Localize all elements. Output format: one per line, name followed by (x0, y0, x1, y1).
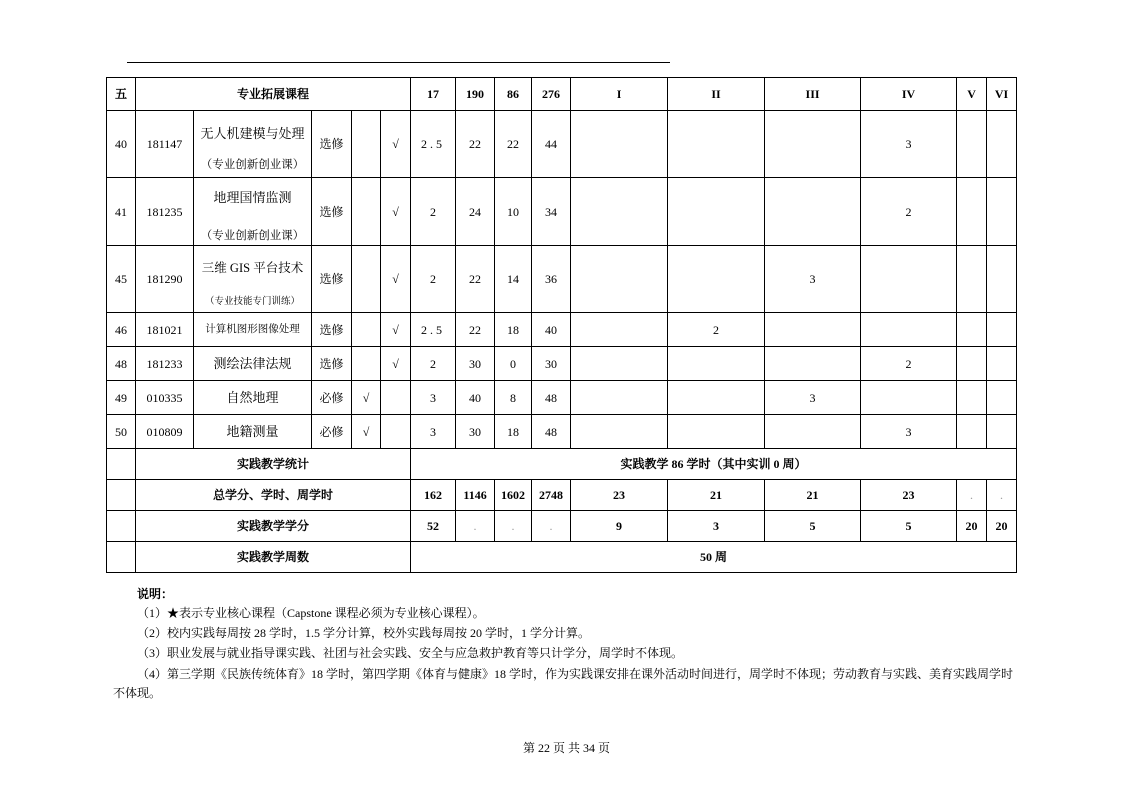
semester-5-weekly-hours (957, 178, 987, 246)
semester-4-weekly-hours (861, 381, 957, 415)
practice-credits-semester-2: 3 (668, 511, 765, 542)
section-total-hours: 276 (532, 78, 571, 111)
page-number: 第 22 页 共 34 页 (523, 741, 611, 755)
notes-title: 说明： (137, 587, 174, 601)
practice-credits-semester-5: 20 (957, 511, 987, 542)
exam-mark (352, 347, 381, 381)
semester-2-weekly-hours: 2 (668, 313, 765, 347)
course-type: 选修 (312, 313, 352, 347)
practice-credits-semester-6: 20 (987, 511, 1017, 542)
course-name: 测绘法律法规 (213, 355, 292, 371)
course-code: 181290 (136, 246, 194, 313)
course-name-cell (194, 415, 312, 449)
course-name: 地籍测量 (226, 423, 279, 439)
note-4: （4）第三学期《民族传统体育》18 学时，第四学期《体育与健康》18 学时，作为实践课安排在课外活动时间进行，周学时不体现；劳动教育与实践、美育实践周学时 (137, 667, 1014, 681)
totals-theory-hours: 1146 (456, 480, 495, 511)
totals-total-hours: 2748 (532, 480, 571, 511)
course-total-hours: 40 (532, 313, 571, 347)
semester-5-weekly-hours (957, 246, 987, 313)
course-theory-hours: 24 (456, 178, 495, 246)
course-number: 46 (107, 313, 136, 347)
course-practice-hours: 8 (495, 381, 532, 415)
course-credits: 2 (411, 246, 456, 313)
totals-practice-hours: 1602 (495, 480, 532, 511)
totals-semester-2: 21 (668, 480, 765, 511)
course-credits: 3 (411, 381, 456, 415)
practice-weeks-value: 50 周 (411, 542, 1017, 573)
check-mark (381, 381, 411, 415)
semester-2-weekly-hours (668, 178, 765, 246)
note-4-continued: 不体现。 (113, 686, 162, 700)
totals-semester-6: . (987, 480, 1017, 511)
course-category: （专业技能专门训练） (204, 296, 300, 307)
course-name: 地理国情监测 (213, 190, 292, 205)
course-name-cell (194, 381, 312, 415)
semester-2-weekly-hours (668, 381, 765, 415)
course-code: 181021 (136, 313, 194, 347)
note-2: （2）校内实践每周按 28 学时，1.5 学分计算，校外实践每周按 20 学时，1 学分计算。 (137, 626, 591, 640)
practice-stats-label: 实践教学统计 (136, 449, 411, 480)
semester-2-weekly-hours (668, 415, 765, 449)
semester-6-weekly-hours (987, 246, 1017, 313)
practice-credits-row (107, 511, 1017, 542)
course-number: 40 (107, 111, 136, 178)
note-1: （1）★表示专业核心课程（Capstone 课程必须为专业核心课程）。 (137, 606, 485, 620)
course-practice-hours: 0 (495, 347, 532, 381)
course-code: 181235 (136, 178, 194, 246)
semester-2-weekly-hours (668, 111, 765, 178)
check-mark: √ (381, 111, 411, 178)
course-practice-hours: 14 (495, 246, 532, 313)
empty-cell (107, 542, 136, 573)
course-total-hours: 48 (532, 415, 571, 449)
semester-3-weekly-hours: 3 (765, 381, 861, 415)
course-name: 三维 GIS 平台技术 (201, 260, 304, 275)
section-theory-hours: 190 (456, 78, 495, 111)
semester-3-weekly-hours (765, 415, 861, 449)
section-header-row (107, 78, 1017, 111)
semester-header-2: II (668, 78, 765, 111)
practice-credits-label: 实践教学学分 (136, 511, 411, 542)
check-mark: √ (381, 347, 411, 381)
semester-5-weekly-hours (957, 415, 987, 449)
semester-1-weekly-hours (571, 246, 668, 313)
course-type: 选修 (312, 178, 352, 246)
semester-4-weekly-hours: 3 (861, 415, 957, 449)
course-number: 45 (107, 246, 136, 313)
course-category: （专业创新创业课） (200, 158, 305, 171)
semester-5-weekly-hours (957, 381, 987, 415)
course-theory-hours: 22 (456, 111, 495, 178)
totals-semester-5: . (957, 480, 987, 511)
practice-credits-practice-hours: . (495, 511, 532, 542)
semester-5-weekly-hours (957, 347, 987, 381)
totals-label: 总学分、学时、周学时 (136, 480, 411, 511)
semester-6-weekly-hours (987, 313, 1017, 347)
course-number: 41 (107, 178, 136, 246)
exam-mark (352, 111, 381, 178)
semester-3-weekly-hours (765, 178, 861, 246)
course-type: 选修 (312, 347, 352, 381)
check-mark (381, 415, 411, 449)
semester-3-weekly-hours (765, 313, 861, 347)
course-row (107, 246, 1017, 313)
semester-header-5: V (957, 78, 987, 111)
course-credits: 3 (411, 415, 456, 449)
note-3: （3）职业发展与就业指导课实践、社团与社会实践、安全与应急救护教育等只计学分，周学时不体现。 (137, 646, 684, 660)
course-theory-hours: 22 (456, 246, 495, 313)
section-title: 专业拓展课程 (136, 78, 411, 111)
course-practice-hours: 22 (495, 111, 532, 178)
course-name: 自然地理 (226, 389, 279, 405)
course-theory-hours: 30 (456, 415, 495, 449)
semester-5-weekly-hours (957, 313, 987, 347)
course-practice-hours: 18 (495, 313, 532, 347)
course-theory-hours: 30 (456, 347, 495, 381)
semester-2-weekly-hours (668, 347, 765, 381)
course-row (107, 381, 1017, 415)
semester-1-weekly-hours (571, 381, 668, 415)
course-practice-hours: 18 (495, 415, 532, 449)
semester-1-weekly-hours (571, 415, 668, 449)
semester-1-weekly-hours (571, 347, 668, 381)
semester-3-weekly-hours: 3 (765, 246, 861, 313)
practice-stats-row (107, 449, 1017, 480)
practice-credits-total-hours: . (532, 511, 571, 542)
course-type: 必修 (312, 415, 352, 449)
practice-weeks-label: 实践教学周数 (136, 542, 411, 573)
semester-2-weekly-hours (668, 246, 765, 313)
course-total-hours: 48 (532, 381, 571, 415)
practice-credits-total: 52 (411, 511, 456, 542)
course-total-hours: 34 (532, 178, 571, 246)
section-practice-hours: 86 (495, 78, 532, 111)
curriculum-table (106, 77, 1017, 573)
semester-6-weekly-hours (987, 178, 1017, 246)
practice-credits-semester-3: 5 (765, 511, 861, 542)
semester-6-weekly-hours (987, 415, 1017, 449)
semester-4-weekly-hours (861, 313, 957, 347)
semester-header-4: IV (861, 78, 957, 111)
course-number: 49 (107, 381, 136, 415)
course-type: 必修 (312, 381, 352, 415)
exam-mark: √ (352, 415, 381, 449)
course-code: 010335 (136, 381, 194, 415)
semester-3-weekly-hours (765, 111, 861, 178)
course-name-cell (194, 111, 312, 178)
section-credits: 17 (411, 78, 456, 111)
course-theory-hours: 40 (456, 381, 495, 415)
practice-stats-value: 实践教学 86 学时（其中实训 0 周） (411, 449, 1017, 480)
practice-weeks-row (107, 542, 1017, 573)
semester-6-weekly-hours (987, 111, 1017, 178)
semester-4-weekly-hours: 2 (861, 178, 957, 246)
totals-semester-3: 21 (765, 480, 861, 511)
section-number: 五 (107, 78, 136, 111)
course-name: 计算机图形图像处理 (205, 323, 300, 335)
course-credits: 2.5 (411, 313, 456, 347)
semester-header-1: I (571, 78, 668, 111)
course-code: 010809 (136, 415, 194, 449)
semester-1-weekly-hours (571, 313, 668, 347)
check-mark: √ (381, 313, 411, 347)
course-name: 无人机建模与处理 (200, 125, 305, 141)
course-row (107, 178, 1017, 246)
course-type: 选修 (312, 111, 352, 178)
course-credits: 2 (411, 178, 456, 246)
check-mark: √ (381, 178, 411, 246)
totals-row (107, 480, 1017, 511)
semester-6-weekly-hours (987, 381, 1017, 415)
semester-1-weekly-hours (571, 111, 668, 178)
course-type: 选修 (312, 246, 352, 313)
semester-4-weekly-hours: 3 (861, 111, 957, 178)
check-mark: √ (381, 246, 411, 313)
header-rule (127, 62, 670, 63)
empty-cell (107, 449, 136, 480)
semester-header-6: VI (987, 78, 1017, 111)
totals-semester-4: 23 (861, 480, 957, 511)
exam-mark: √ (352, 381, 381, 415)
semester-header-3: III (765, 78, 861, 111)
semester-4-weekly-hours (861, 246, 957, 313)
practice-credits-theory-hours: . (456, 511, 495, 542)
course-practice-hours: 10 (495, 178, 532, 246)
course-number: 50 (107, 415, 136, 449)
course-row (107, 111, 1017, 178)
course-total-hours: 36 (532, 246, 571, 313)
totals-semester-1: 23 (571, 480, 668, 511)
semester-1-weekly-hours (571, 178, 668, 246)
totals-credits: 162 (411, 480, 456, 511)
semester-4-weekly-hours: 2 (861, 347, 957, 381)
semester-5-weekly-hours (957, 111, 987, 178)
exam-mark (352, 246, 381, 313)
course-theory-hours: 22 (456, 313, 495, 347)
practice-credits-semester-1: 9 (571, 511, 668, 542)
course-row (107, 415, 1017, 449)
course-row (107, 313, 1017, 347)
course-number: 48 (107, 347, 136, 381)
empty-cell (107, 480, 136, 511)
practice-credits-semester-4: 5 (861, 511, 957, 542)
course-name-cell (194, 178, 312, 246)
course-credits: 2 (411, 347, 456, 381)
course-code: 181233 (136, 347, 194, 381)
empty-cell (107, 511, 136, 542)
course-name-cell (194, 347, 312, 381)
exam-mark (352, 178, 381, 246)
course-total-hours: 30 (532, 347, 571, 381)
course-category: （专业创新创业课） (200, 230, 305, 242)
course-name-cell (194, 246, 312, 313)
course-credits: 2.5 (411, 111, 456, 178)
course-code: 181147 (136, 111, 194, 178)
course-name-cell (194, 313, 312, 347)
course-total-hours: 44 (532, 111, 571, 178)
semester-6-weekly-hours (987, 347, 1017, 381)
course-row (107, 347, 1017, 381)
semester-3-weekly-hours (765, 347, 861, 381)
exam-mark (352, 313, 381, 347)
